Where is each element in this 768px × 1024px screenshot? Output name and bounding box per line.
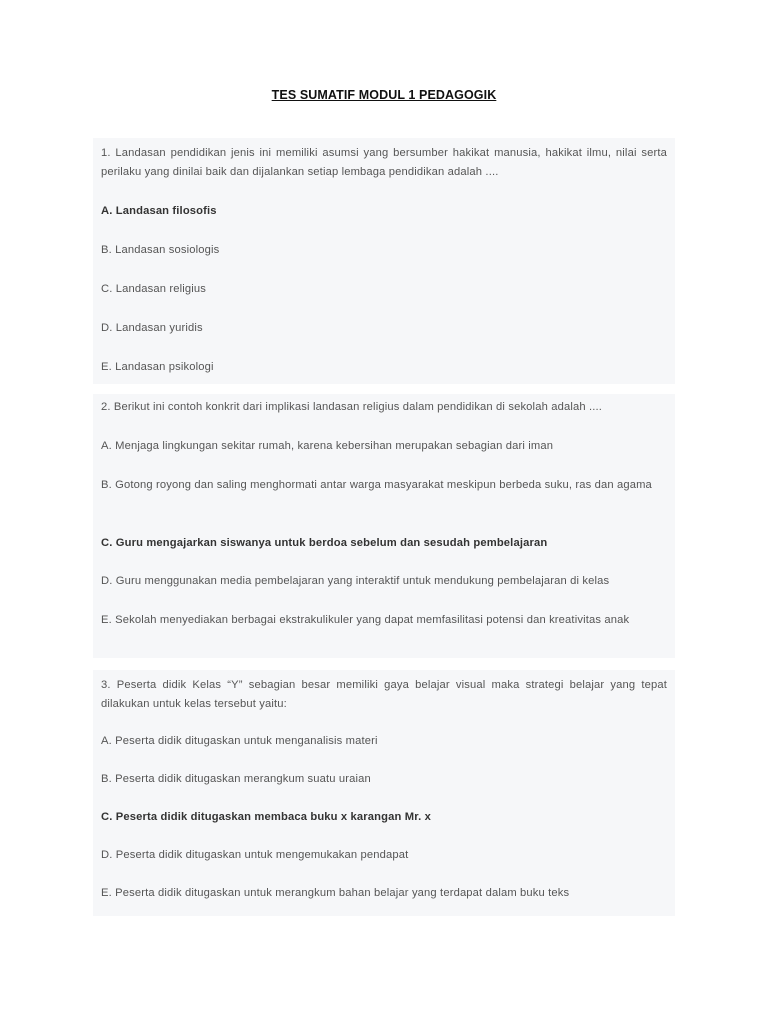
- question-3-option-b: B. Peserta didik ditugaskan merangkum suatu uraian: [101, 773, 371, 785]
- question-1-text: 1. Landasan pendidikan jenis ini memiliki asumsi yang bersumber hakikat manusia, hakikat ilmu, nilai serta perilaku yang dinilai baik dan dijalankan setiap lembaga pendidikan adalah ....: [101, 147, 667, 178]
- question-block-3: [93, 670, 675, 916]
- question-1-option-d: D. Landasan yuridis: [101, 322, 203, 334]
- question-2-option-b: B. Gotong royong dan saling menghormati antar warga masyarakat meskipun berbeda suku, ras dan agama: [101, 479, 652, 491]
- question-block-2: [93, 394, 675, 658]
- question-3-option-a: A. Peserta didik ditugaskan untuk menganalisis materi: [101, 735, 378, 747]
- question-1-option-c: C. Landasan religius: [101, 283, 206, 295]
- page-title: TES SUMATIF MODUL 1 PEDAGOGIK: [271, 88, 497, 102]
- question-1-option-b: B. Landasan sosiologis: [101, 244, 220, 256]
- question-3-option-c: C. Peserta didik ditugaskan membaca buku x karangan Mr. x: [101, 811, 431, 823]
- question-1-option-a: A. Landasan filosofis: [101, 205, 217, 217]
- question-2-text: 2. Berikut ini contoh konkrit dari implikasi landasan religius dalam pendidikan di sekolah adalah ....: [101, 401, 602, 413]
- question-2-option-a: A. Menjaga lingkungan sekitar rumah, karena kebersihan merupakan sebagian dari iman: [101, 440, 554, 452]
- question-2-option-e: E. Sekolah menyediakan berbagai ekstrakulikuler yang dapat memfasilitasi potensi dan kreativitas anak: [101, 614, 630, 626]
- question-2-option-c: C. Guru mengajarkan siswanya untuk berdoa sebelum dan sesudah pembelajaran: [101, 537, 548, 549]
- question-block-1: [93, 138, 675, 384]
- question-3-option-d: D. Peserta didik ditugaskan untuk mengemukakan pendapat: [101, 849, 409, 861]
- question-1-option-e: E. Landasan psikologi: [101, 361, 214, 373]
- question-3-text: 3. Peserta didik Kelas “Y” sebagian besar memiliki gaya belajar visual maka strategi belajar yang tepat dilakukan untuk kelas tersebut yaitu:: [101, 679, 667, 710]
- question-2-option-d: D. Guru menggunakan media pembelajaran yang interaktif untuk mendukung pembelajaran di kelas: [101, 575, 610, 587]
- question-3-option-e: E. Peserta didik ditugaskan untuk merangkum bahan belajar yang terdapat dalam buku teks: [101, 887, 570, 899]
